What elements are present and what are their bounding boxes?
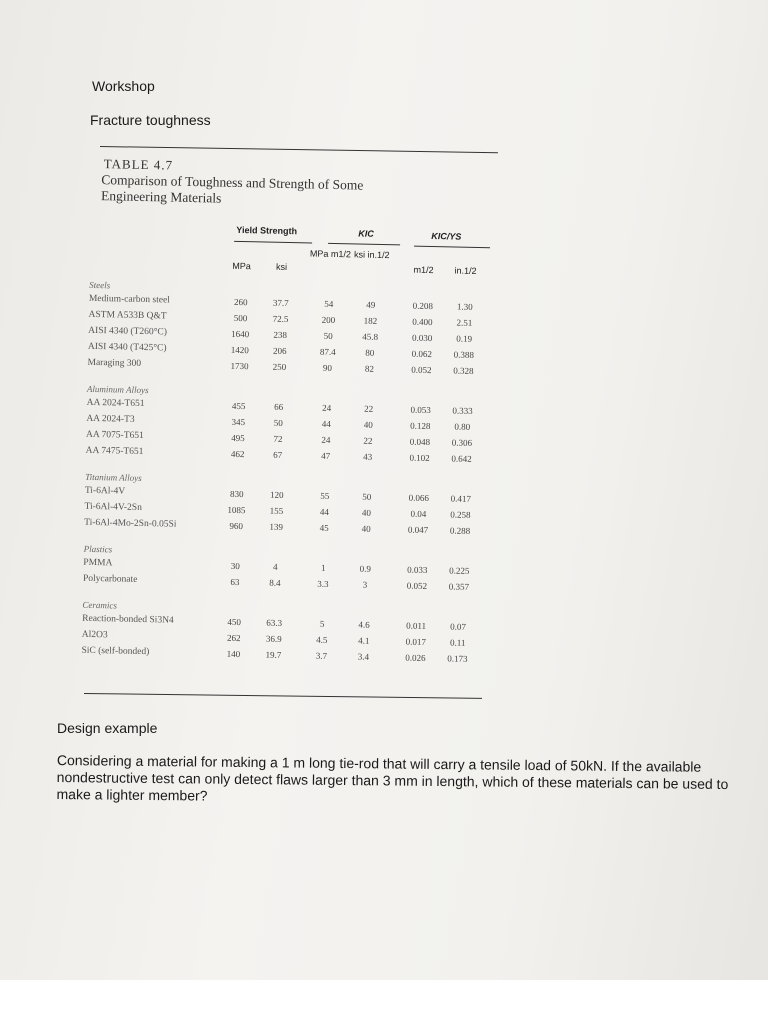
table-cell: 2.51 bbox=[456, 317, 473, 328]
table-cell: 0.053 bbox=[410, 404, 431, 416]
unit-header: MPa m1/2 bbox=[309, 248, 351, 260]
table-cell: 30 bbox=[230, 560, 240, 572]
material-name: Ti-6Al-4V bbox=[84, 485, 126, 497]
table-cell: 63 bbox=[230, 576, 240, 588]
table-cell: 0.062 bbox=[411, 348, 433, 360]
table-cell: 120 bbox=[269, 489, 284, 500]
unit-header: MPa bbox=[232, 260, 251, 272]
table-cell: 0.04 bbox=[410, 508, 427, 519]
material-name: Reaction-bonded Si3N4 bbox=[82, 613, 174, 626]
material-name: Ti-6Al-4V-2Sn bbox=[84, 501, 142, 513]
table-cell: 5 bbox=[319, 618, 325, 629]
table-cell: 44 bbox=[321, 418, 331, 429]
table-cell: 200 bbox=[321, 314, 336, 326]
table-cell: 260 bbox=[233, 296, 248, 308]
table-cell: 0.357 bbox=[448, 581, 470, 592]
unit-header: ksi in.1/2 bbox=[353, 249, 390, 261]
table-cell: 40 bbox=[363, 419, 373, 430]
table-title-line1: Comparison of Toughness and Strength of Some bbox=[101, 172, 364, 193]
table-cell: 1085 bbox=[227, 504, 246, 516]
material-name: AISI 4340 (T260°C) bbox=[88, 325, 168, 338]
table-cell: 0.066 bbox=[408, 492, 430, 504]
table-cell: 0.258 bbox=[450, 509, 471, 520]
unit-header: ksi bbox=[275, 261, 288, 272]
table-cell: 0.052 bbox=[406, 580, 428, 591]
table-cell: 47 bbox=[321, 450, 331, 461]
table-cell: 0.400 bbox=[412, 316, 433, 328]
topic-label: Fracture toughness bbox=[90, 112, 211, 128]
table-cell: 8.4 bbox=[269, 577, 281, 588]
table-cell: 40 bbox=[361, 507, 372, 518]
table-cell: 0.047 bbox=[407, 524, 429, 535]
table-cell: 495 bbox=[231, 432, 245, 444]
table-cell: 3.7 bbox=[315, 650, 328, 661]
table-cell: 250 bbox=[272, 361, 287, 372]
table-cell: 0.328 bbox=[453, 365, 474, 376]
table-cell: 40 bbox=[361, 523, 371, 534]
material-name: SiC (self-bonded) bbox=[81, 645, 150, 658]
table-cell: 155 bbox=[269, 505, 284, 516]
table-cell: 87.4 bbox=[319, 346, 336, 358]
table-cell: 0.19 bbox=[456, 333, 473, 344]
table-cell: 0.017 bbox=[405, 636, 426, 647]
kic-ys-header: KIC/YS bbox=[431, 230, 462, 242]
table-cell: 4.5 bbox=[316, 634, 328, 645]
table-cell: 72 bbox=[273, 433, 283, 444]
table-cell: 24 bbox=[321, 434, 331, 445]
table-cell: 0.225 bbox=[449, 565, 470, 576]
table-cell: 0.642 bbox=[451, 453, 472, 464]
table-cell: 50 bbox=[362, 491, 372, 502]
table-cell: 3.4 bbox=[357, 651, 370, 662]
table-cell: 0.030 bbox=[411, 332, 433, 344]
material-name: AA 2024-T3 bbox=[86, 413, 135, 425]
table-cell: 0.173 bbox=[447, 653, 468, 664]
table-id: TABLE 4.7 bbox=[103, 156, 174, 173]
table-cell: 50 bbox=[323, 330, 333, 341]
table-cell: 238 bbox=[273, 329, 288, 340]
kic-header: KIC bbox=[358, 228, 374, 239]
table-cell: 462 bbox=[230, 448, 245, 460]
group-title: Ceramics bbox=[82, 599, 118, 611]
table-cell: 140 bbox=[226, 648, 241, 660]
table-cell: 3.3 bbox=[317, 578, 329, 589]
table-cell: 1640 bbox=[231, 328, 250, 340]
table-cell: 0.80 bbox=[454, 421, 471, 432]
table-cell: 0.417 bbox=[450, 493, 472, 504]
table-cell: 0.102 bbox=[409, 452, 430, 464]
material-name: PMMA bbox=[83, 557, 113, 569]
table-cell: 0.011 bbox=[406, 620, 427, 631]
table-cell: 0.128 bbox=[410, 420, 431, 432]
table-cell: 72.5 bbox=[272, 313, 289, 325]
design-example-title: Design example bbox=[57, 720, 158, 736]
table-cell: 49 bbox=[366, 299, 376, 310]
table-cell: 455 bbox=[231, 400, 246, 412]
table-cell: 262 bbox=[226, 632, 241, 644]
table-cell: 4 bbox=[272, 561, 278, 572]
table-cell: 44 bbox=[319, 506, 330, 517]
table-cell: 45 bbox=[319, 522, 329, 533]
table-cell: 830 bbox=[229, 488, 244, 500]
table-cell: 54 bbox=[324, 298, 334, 309]
material-name: AA 7475-T651 bbox=[85, 445, 144, 458]
material-name: Ti-6Al-4Mo-2Sn-0.05Si bbox=[84, 517, 177, 530]
table-title-line2: Engineering Materials bbox=[100, 188, 222, 206]
table-cell: 37.7 bbox=[272, 297, 289, 309]
table-cell: 4.6 bbox=[358, 619, 370, 630]
table-cell: 0.288 bbox=[449, 525, 471, 536]
material-name: ASTM A533B Q&T bbox=[88, 309, 167, 322]
yield-strength-header: Yield Strength bbox=[236, 224, 298, 237]
table-cell: 450 bbox=[227, 616, 241, 628]
group-title: Plastics bbox=[83, 543, 113, 555]
table-cell: 80 bbox=[365, 347, 375, 358]
material-name: Al2O3 bbox=[81, 629, 108, 641]
table-cell: 182 bbox=[363, 315, 378, 326]
table-cell: 500 bbox=[233, 312, 248, 324]
table-cell: 206 bbox=[272, 345, 287, 356]
design-example-text: Considering a material for making a 1 m long tie-rod that will carry a tensile load of 50kN. If the available nondestructive test can only detect flaws larger than 3 mm in length, which of these materials can be used to make a lighter member? bbox=[56, 752, 729, 804]
table-cell: 0.026 bbox=[405, 652, 426, 663]
table-cell: 82 bbox=[364, 363, 375, 374]
table-cell: 0.306 bbox=[451, 437, 473, 448]
table-cell: 0.052 bbox=[411, 364, 432, 376]
workshop-label: Workshop bbox=[92, 78, 155, 94]
table-cell: 4.1 bbox=[358, 635, 370, 646]
table-cell: 0.033 bbox=[407, 564, 428, 575]
table-cell: 3 bbox=[362, 579, 368, 590]
table-cell: 90 bbox=[322, 362, 333, 373]
table-cell: 63.3 bbox=[266, 617, 283, 628]
table-cell: 24 bbox=[322, 402, 332, 413]
table-cell: 0.333 bbox=[452, 405, 473, 416]
material-name: AA 2024-T651 bbox=[86, 397, 145, 410]
table-cell: 50 bbox=[273, 417, 283, 428]
unit-header: m1/2 bbox=[413, 264, 434, 276]
table-cell: 1730 bbox=[230, 360, 249, 372]
table-cell: 1420 bbox=[230, 344, 249, 356]
unit-header: in.1/2 bbox=[454, 265, 477, 276]
table-cell: 45.8 bbox=[362, 331, 379, 342]
group-title: Aluminum Alloys bbox=[86, 383, 149, 396]
group-title: Steels bbox=[89, 279, 111, 291]
table-cell: 0.11 bbox=[449, 637, 466, 648]
material-name: AISI 4340 (T425°C) bbox=[87, 341, 167, 354]
table-cell: 0.048 bbox=[409, 436, 431, 448]
table-cell: 0.07 bbox=[450, 621, 467, 632]
table-cell: 0.9 bbox=[359, 563, 372, 574]
material-name: Maraging 300 bbox=[87, 357, 142, 369]
table-cell: 22 bbox=[364, 403, 374, 414]
group-title: Titanium Alloys bbox=[85, 471, 142, 483]
table-cell: 1 bbox=[320, 562, 326, 573]
table-cell: 66 bbox=[274, 401, 284, 412]
table-cell: 345 bbox=[231, 416, 246, 428]
table-cell: 1.30 bbox=[456, 301, 473, 312]
background-strip bbox=[0, 980, 768, 1024]
table-cell: 139 bbox=[269, 521, 284, 532]
material-name: Polycarbonate bbox=[82, 573, 138, 585]
table-cell: 0.208 bbox=[412, 300, 434, 312]
table-cell: 19.7 bbox=[265, 649, 282, 660]
table-cell: 43 bbox=[363, 451, 373, 462]
material-name: Medium-carbon steel bbox=[88, 293, 170, 306]
table-cell: 36.9 bbox=[265, 633, 282, 644]
table-cell: 67 bbox=[273, 449, 283, 460]
table-cell: 22 bbox=[363, 435, 373, 446]
table-cell: 55 bbox=[320, 490, 330, 501]
table-cell: 0.388 bbox=[453, 349, 475, 360]
material-name: AA 7075-T651 bbox=[85, 429, 144, 442]
table-cell: 960 bbox=[229, 520, 244, 532]
